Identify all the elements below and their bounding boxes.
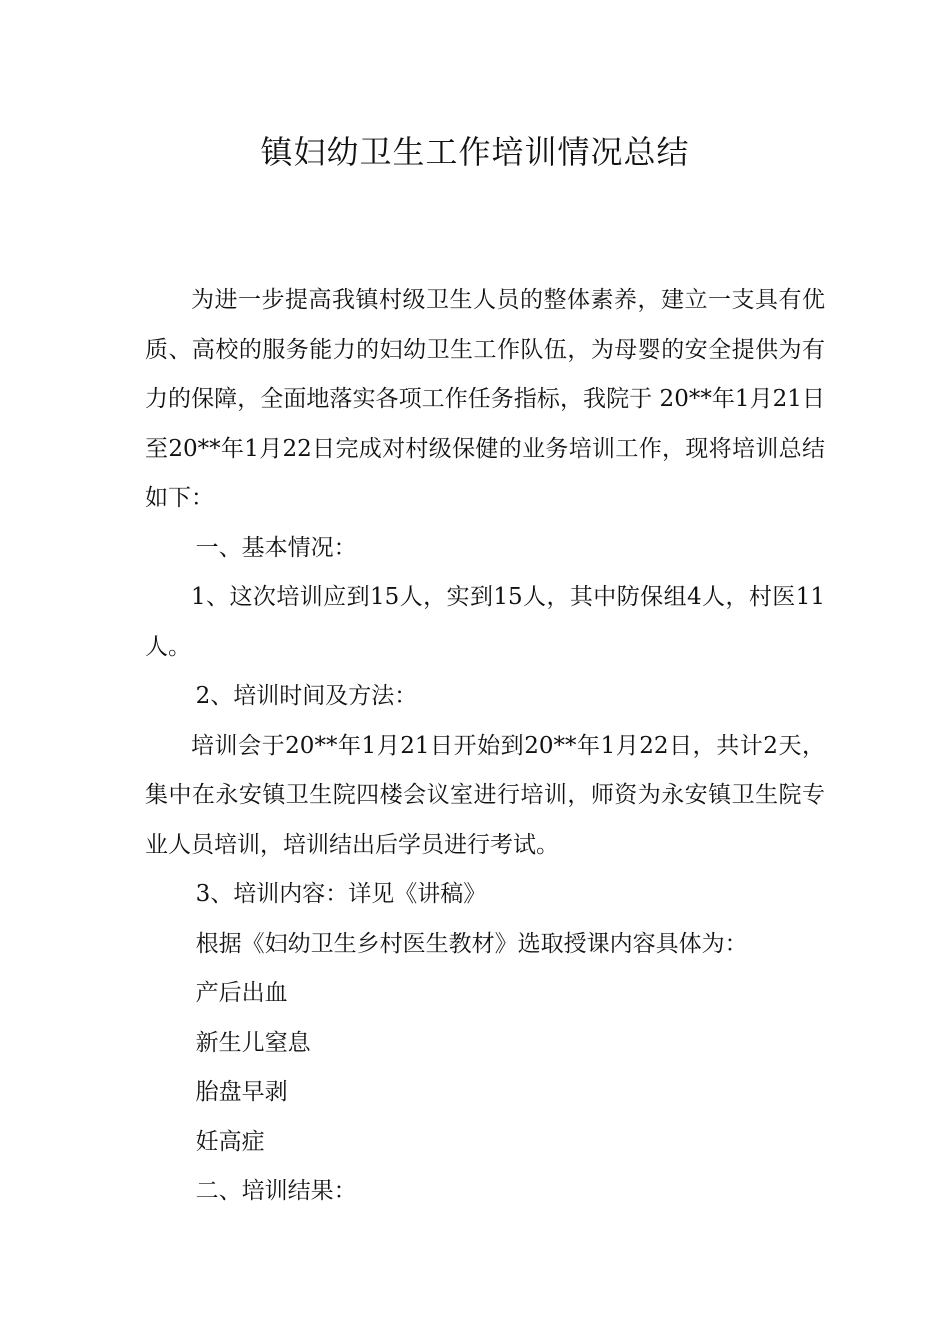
item-2-paragraph: 培训会于20**年1月21日开始到20**年1月22日，共计2天，集中在永安镇卫生院四楼会议室进行培训，师资为永安镇卫生院专业人员培训，培训结出后学员进行考试。 <box>145 732 825 858</box>
item-3-intro: 根据《妇幼卫生乡村医生教材》选取授课内容具体为： <box>195 930 748 957</box>
item-2-heading: 2、培训时间及方法： <box>195 683 418 709</box>
document-body <box>145 276 825 1217</box>
topic-item: 胎盘早剥 <box>195 1079 288 1105</box>
topic-item: 妊高症 <box>195 1128 265 1155</box>
intro-paragraph: 为进一步提高我镇村级卫生人员的整体素养，建立一支具有优质、高校的服务能力的妇幼卫生工作队伍，为母婴的安全提供为有力的保障，全面地落实各项工作任务指标，我院于 20**年1月21日至20**年1月22日完成对村级保健的业务培训工作，现将培训总结如下： <box>145 287 825 511</box>
topic-item: 新生儿窒息 <box>195 1029 311 1056</box>
section-2-heading: 二、培训结果： <box>195 1178 357 1204</box>
topic-item: 产后出血 <box>195 980 288 1006</box>
section-1-heading: 一、基本情况： <box>195 534 357 561</box>
document-title: 镇妇幼卫生工作培训情况总结 <box>260 133 690 171</box>
item-3-heading: 3、培训内容：详见《讲稿》 <box>195 881 487 907</box>
item-1-paragraph: 1、这次培训应到15人，实到15人，其中防保组4人，村医11人。 <box>145 584 825 660</box>
